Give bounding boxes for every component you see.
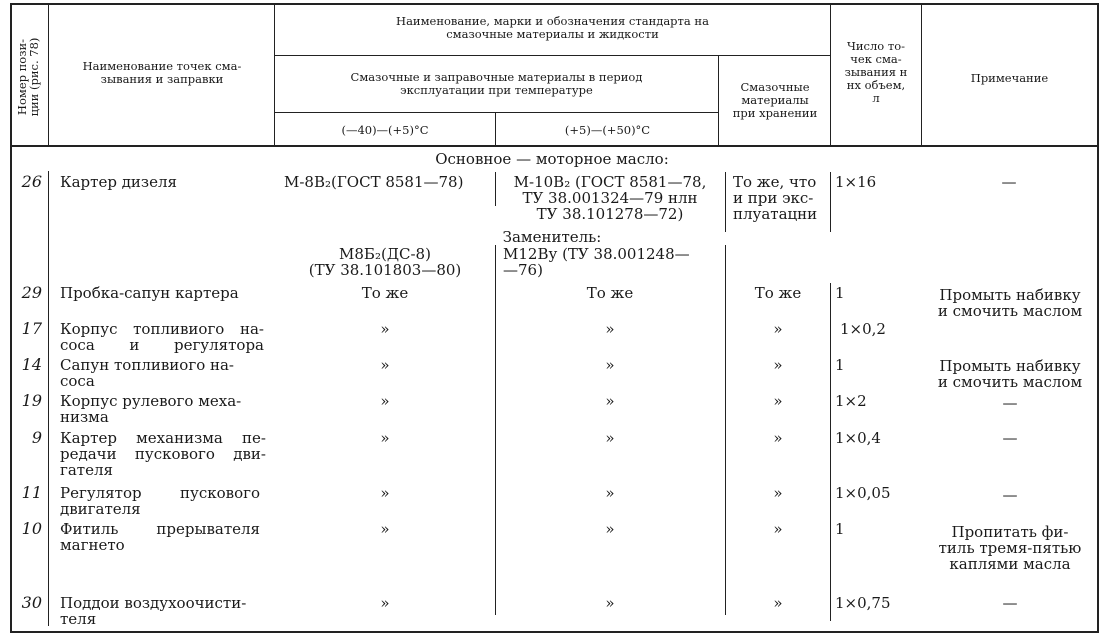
row-position: 14 — [21, 355, 42, 374]
header-temp-range-1: (—40)—(+5)°С — [341, 123, 429, 137]
row-material-warm: М-10В₂ (ГОСТ 8581—78, ТУ 38.001324—79 нлн ТУ 38.101278—72) — [513, 173, 707, 223]
row-material-warm: » — [605, 429, 615, 447]
row-material-warm: » — [605, 392, 615, 410]
row-material-warm: » — [605, 320, 615, 338]
row-material-warm: М12Ву (ТУ 38.001248— —76) — [503, 245, 690, 279]
row-storage: То же — [754, 284, 802, 302]
row-point-name: Пробка-сапун картера — [60, 284, 239, 302]
header-lubrication-points: Наименование точек сма- зывания и заправки — [82, 59, 242, 86]
row-count: 1×0,2 — [840, 320, 886, 338]
row-material-warm: То же — [586, 284, 634, 302]
row-point-name: Регулятор пускового двигателя — [60, 484, 260, 518]
header-note: Примечание — [970, 71, 1049, 85]
row-material-cold: » — [380, 594, 390, 612]
row-storage: » — [773, 320, 783, 338]
row-storage: » — [773, 429, 783, 447]
row-material-cold: » — [380, 429, 390, 447]
row-position: 30 — [21, 593, 42, 612]
row-storage: » — [773, 594, 783, 612]
row-count: 1×0,05 — [835, 484, 891, 502]
row-material-warm: » — [605, 484, 615, 502]
row-position: 9 — [31, 428, 42, 447]
header-count: Число то- чек сма- зывания н нх объем, л — [844, 39, 908, 105]
row-point-name: Корпус рулевого меха- низма — [60, 392, 242, 426]
row-material-cold: » — [380, 520, 390, 538]
row-storage: » — [773, 356, 783, 374]
row-point-name: Картер механизма пе- редачи пускового дви- гателя — [60, 429, 266, 479]
row-count: 1×16 — [835, 173, 877, 191]
section-title: Основное — моторное масло: — [435, 150, 669, 168]
row-point-name: Поддои воздухоочисти- теля — [60, 594, 247, 628]
row-position: 11 — [21, 483, 42, 502]
row-storage: » — [773, 484, 783, 502]
row-note: Пропитать фи- тиль тремя-пятью каплями масла — [938, 523, 1082, 573]
row-position: 26 — [21, 172, 42, 191]
row-note: — — [1002, 429, 1018, 447]
row-note: — — [1001, 173, 1017, 191]
row-position: 10 — [21, 519, 42, 538]
header-materials-group: Наименование, марки и обозначения стандарта на смазочные материалы и жидкости — [396, 14, 709, 41]
substitute-title: Заменитель: — [502, 228, 602, 246]
row-count: 1×2 — [835, 392, 867, 410]
row-material-cold: » — [380, 356, 390, 374]
row-material-warm: » — [605, 594, 615, 612]
row-note: Промыть набивку и смочить маслом — [937, 357, 1083, 391]
row-material-cold: » — [380, 484, 390, 502]
header-storage: Смазочные материалы при хранении — [732, 80, 818, 120]
row-storage: То же, что и при экс- плуатацни — [733, 173, 818, 223]
row-position: 19 — [21, 391, 42, 410]
row-material-cold: М8Б₂(ДС-8) (ТУ 38.101803—80) — [308, 245, 462, 279]
row-count: 1×0,75 — [835, 594, 891, 612]
row-position: 29 — [21, 283, 42, 302]
row-material-cold: То же — [361, 284, 409, 302]
row-point-name: Картер дизеля — [60, 173, 177, 191]
row-note: — — [1002, 394, 1018, 412]
row-note: Промыть набивку и смочить маслом — [937, 286, 1083, 320]
row-note: — — [1002, 486, 1018, 504]
header-position: Номер пози- ции (рис. 78) — [15, 37, 41, 117]
row-material-cold: » — [380, 392, 390, 410]
row-point-name: Корпус топливиого на- соса и регулятора — [60, 320, 264, 354]
row-material-warm: » — [605, 356, 615, 374]
header-temp-range-2: (+5)—(+50)°С — [564, 123, 651, 137]
row-count: 1 — [835, 520, 845, 538]
row-material-cold: » — [380, 320, 390, 338]
row-storage: » — [773, 392, 783, 410]
header-operation: Смазочные и заправочные материалы в период эксплуатации при температуре — [350, 70, 643, 97]
row-point-name: Сапун топливиого на- соса — [60, 356, 235, 390]
row-note: — — [1002, 594, 1018, 612]
row-position: 17 — [21, 319, 42, 338]
row-count: 1 — [835, 356, 845, 374]
row-count: 1×0,4 — [835, 429, 881, 447]
row-point-name: Фитиль прерывателя магнето — [60, 520, 260, 554]
row-material-cold: М-8В₂(ГОСТ 8581—78) — [284, 173, 464, 191]
row-count: 1 — [835, 284, 845, 302]
row-material-warm: » — [605, 520, 615, 538]
row-storage: » — [773, 520, 783, 538]
